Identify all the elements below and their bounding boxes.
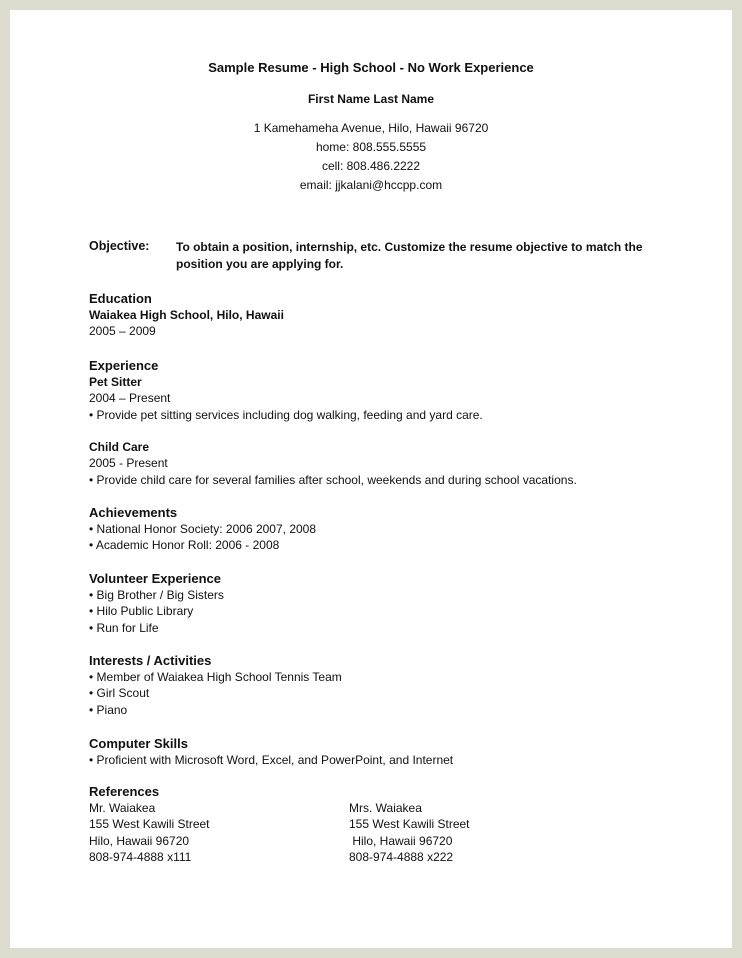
volunteer-section [89, 570, 224, 636]
experience-section [89, 357, 483, 423]
list-item: • Girl Scout [89, 686, 150, 701]
education-heading: Education [89, 291, 152, 306]
education-school: Waiakea High School, Hilo, Hawaii [89, 308, 284, 322]
list-item: • Member of Waiakea High School Tennis Team [89, 670, 342, 684]
education-years: 2005 – 2009 [89, 324, 156, 339]
references-section [89, 783, 470, 864]
document-title: Sample Resume - High School - No Work Experience [208, 60, 534, 75]
reference-name: Mrs. Waiakea [349, 801, 422, 815]
reference-2 [349, 800, 470, 865]
reference-street: 155 West Kawili Street [349, 817, 470, 832]
job-title: Pet Sitter [89, 375, 142, 389]
job-dates: 2004 – Present [89, 391, 171, 406]
job-title: Child Care [89, 440, 150, 454]
list-item: • National Honor Society: 2006 2007, 2008 [89, 522, 317, 536]
references-heading: References [89, 784, 160, 799]
experience-job-2 [89, 439, 577, 488]
skills-section [89, 735, 453, 768]
address: 1 Kamehameha Avenue, Hilo, Hawaii 96720 [253, 121, 489, 135]
objective-label: Objective: [89, 239, 150, 253]
reference-phone: 808-974-4888 x111 [89, 849, 192, 864]
interests-section [89, 652, 342, 718]
list-item: • Run for Life [89, 620, 159, 635]
interests-heading: Interests / Activities [89, 653, 212, 668]
list-item: • Hilo Public Library [89, 604, 194, 619]
education-section [89, 290, 284, 340]
email: email: jjkalani@hccpp.com [299, 178, 443, 192]
list-item: • Piano [89, 702, 128, 717]
applicant-name: First Name Last Name [307, 92, 435, 106]
job-bullet: • Provide child care for several families after school, weekends and during school vacations. [89, 472, 577, 487]
home-phone: home: 808.555.5555 [315, 140, 427, 154]
job-bullet: • Provide pet sitting services including dog walking, feeding and yard care. [89, 407, 483, 422]
achievements-section [89, 504, 316, 554]
cell-phone: cell: 808.486.2222 [321, 159, 421, 173]
list-item: • Proficient with Microsoft Word, Excel, and PowerPoint, and Internet [89, 753, 454, 767]
reference-1 [89, 800, 210, 865]
reference-name: Mr. Waiakea [89, 801, 156, 815]
volunteer-heading: Volunteer Experience [89, 571, 221, 586]
list-item: • Academic Honor Roll: 2006 - 2008 [89, 538, 280, 553]
job-dates: 2005 - Present [89, 456, 168, 471]
skills-heading: Computer Skills [89, 736, 188, 751]
reference-phone: 808-974-4888 x222 [349, 849, 454, 864]
reference-city: Hilo, Hawaii 96720 [349, 833, 453, 848]
reference-city: Hilo, Hawaii 96720 [89, 833, 190, 848]
resume-page [10, 10, 732, 948]
reference-street: 155 West Kawili Street [89, 817, 210, 832]
achievements-heading: Achievements [89, 505, 178, 520]
experience-heading: Experience [89, 358, 159, 373]
list-item: • Big Brother / Big Sisters [89, 588, 224, 602]
objective-text: To obtain a position, internship, etc. Customize the resume objective to match the position you are applying for. [176, 240, 643, 271]
